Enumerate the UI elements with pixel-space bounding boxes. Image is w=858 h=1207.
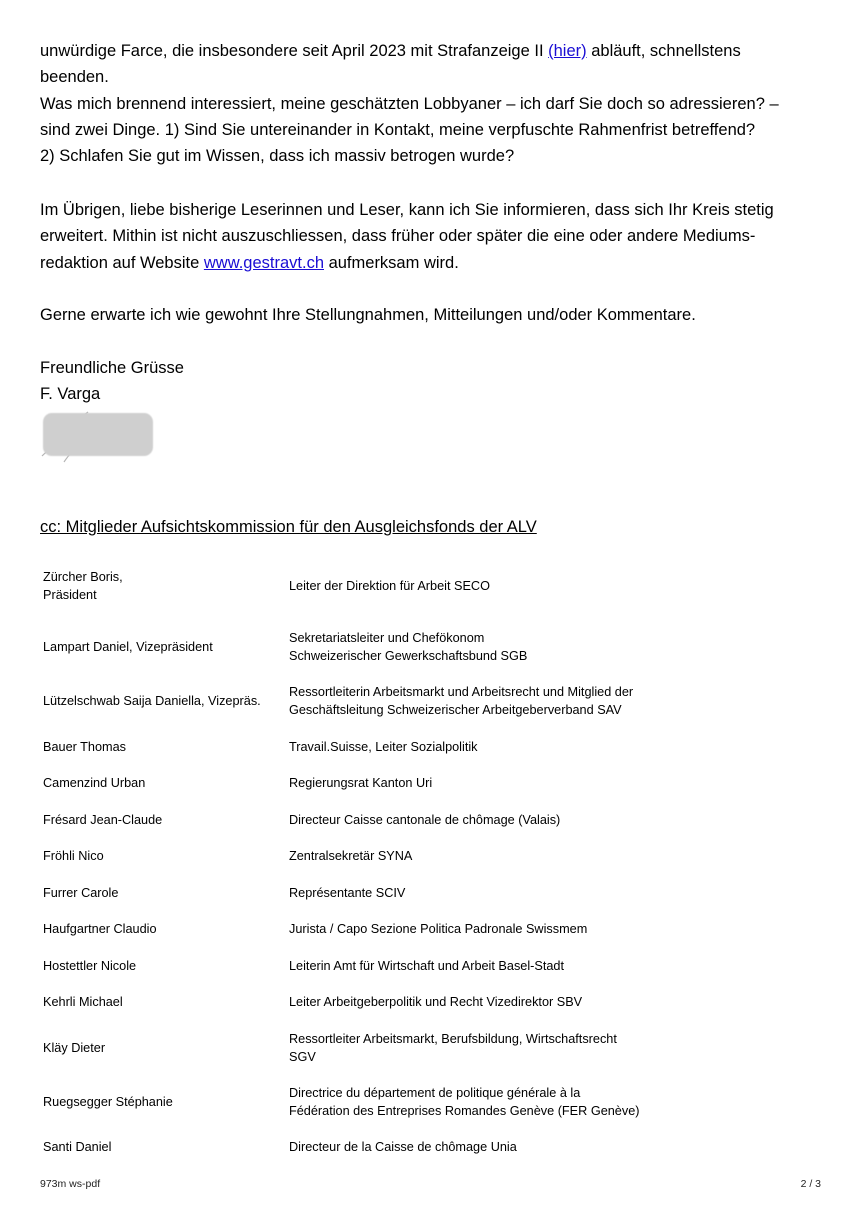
footer-doc-id: 973m ws-pdf: [40, 1178, 101, 1190]
member-name: Furrer Carole: [43, 886, 119, 900]
letter-paragraph-2: [40, 197, 830, 276]
member-role: Leiter Arbeitgeberpolitik und Recht Vizedirektor SBV: [289, 995, 583, 1009]
member-name: Bauer Thomas: [43, 740, 126, 754]
text-line: redaktion auf Website www.gestravt.ch aufmerksam wird.: [40, 253, 459, 272]
member-role: Directrice du département de politique générale à la Fédération des Entreprises Romandes Genève (FER Genève): [289, 1086, 640, 1118]
signature-name: F. Varga: [40, 385, 101, 404]
member-name: Ruegsegger Stéphanie: [43, 1095, 173, 1109]
member-role: Leiter der Direktion für Arbeit SECO: [289, 579, 490, 593]
member-name: Kehrli Michael: [43, 995, 123, 1009]
member-name: Kläy Dieter: [43, 1041, 106, 1055]
redacted-signature: [43, 413, 153, 456]
text-line: Im Übrigen, liebe bisherige Leserinnen und Leser, kann ich Sie informieren, dass sich Ihr Kreis stetig: [40, 201, 774, 219]
text-line: unwürdige Farce, die insbesondere seit April 2023 mit Strafanzeige II (hier) abläuft, schnellstens: [40, 42, 741, 60]
closing-block: [40, 355, 830, 408]
member-name: Lützelschwab Saija Daniella, Vizepräs.: [43, 694, 261, 708]
member-name: Frésard Jean-Claude: [43, 813, 163, 827]
member-role: Ressortleiter Arbeitsmarkt, Berufsbildung, Wirtschaftsrecht SGV: [289, 1032, 617, 1064]
closing-greeting: Freundliche Grüsse: [40, 359, 184, 377]
member-name: Lampart Daniel, Vizepräsident: [43, 640, 213, 654]
member-name: Fröhli Nico: [43, 849, 104, 863]
cc-heading: cc: Mitglieder Aufsichtskommission für den Ausgleichsfonds der ALV: [40, 518, 537, 536]
member-role: Directeur Caisse cantonale de chômage (Valais): [289, 813, 561, 827]
member-role: Sekretariatsleiter und Chefökonom Schweizerischer Gewerkschaftsbund SGB: [289, 631, 528, 663]
text-line: 2) Schlafen Sie gut im Wissen, dass ich massiv betrogen wurde?: [40, 147, 515, 166]
text-line: Was mich brennend interessiert, meine geschätzten Lobbyaner – ich darf Sie doch so adressieren? –: [40, 94, 779, 113]
member-role: Ressortleiterin Arbeitsmarkt und Arbeitsrecht und Mitglied der Geschäftsleitung Schweizerischer Arbeitgeberverband SAV: [289, 685, 634, 717]
member-role: Jurista / Capo Sezione Politica Padronale Swissmem: [289, 922, 588, 936]
member-role: Zentralsekretär SYNA: [289, 849, 413, 863]
member-name: Hostettler Nicole: [43, 959, 137, 973]
hier-link[interactable]: (hier): [548, 42, 587, 60]
member-name: Santi Daniel: [43, 1140, 112, 1154]
text-line: beenden.: [40, 68, 109, 87]
text-line: Gerne erwarte ich wie gewohnt Ihre Stellungnahmen, Mitteilungen und/oder Kommentare.: [40, 306, 696, 324]
letter-paragraph-1: [40, 38, 830, 169]
page-number: 2 / 3: [800, 1178, 821, 1190]
member-name: Haufgartner Claudio: [43, 922, 157, 936]
member-role: Regierungsrat Kanton Uri: [289, 776, 433, 790]
letter-paragraph-3: [40, 302, 830, 328]
website-link[interactable]: www.gestravt.ch: [203, 253, 324, 272]
member-role: Leiterin Amt für Wirtschaft und Arbeit Basel-Stadt: [289, 959, 565, 973]
member-name: Camenzind Urban: [43, 776, 146, 790]
member-name: Zürcher Boris, Präsident: [43, 570, 123, 602]
member-role: Travail.Suisse, Leiter Sozialpolitik: [289, 740, 478, 754]
text-line: erweitert. Mithin ist nicht auszuschliessen, dass früher oder später die eine oder andere Mediums-: [40, 227, 756, 246]
text-line: sind zwei Dinge. 1) Sind Sie untereinander in Kontakt, meine verpfuschte Rahmenfrist betreffend?: [40, 120, 756, 139]
member-role: Représentante SCIV: [289, 886, 406, 900]
member-role: Directeur de la Caisse de chômage Unia: [289, 1140, 517, 1154]
